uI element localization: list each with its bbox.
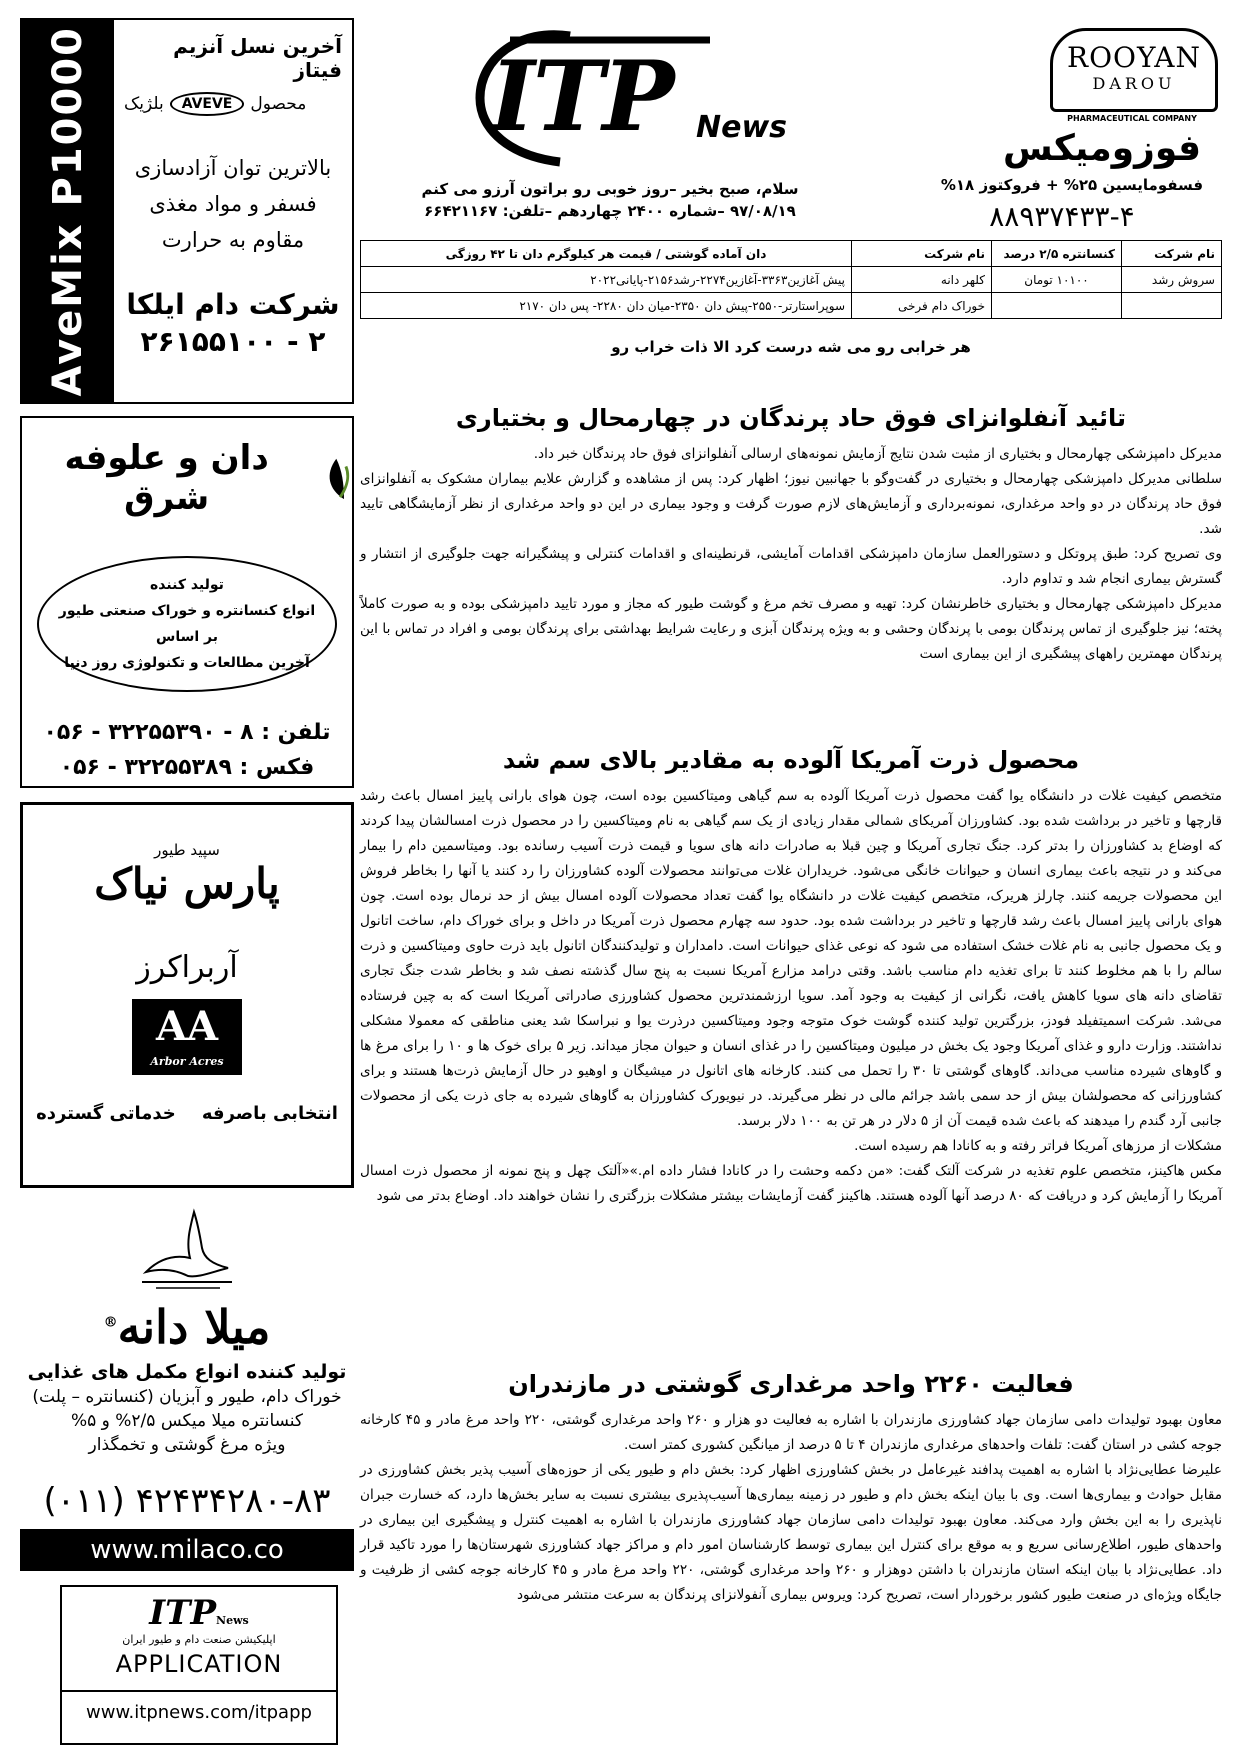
crane-bird-icon [132,1208,242,1298]
aveve-ad-body [114,20,352,402]
aveve-desc-3: مقاوم به حرارت [161,228,305,252]
article-paragraph: معاون بهبود تولیدات دامی سازمان جهاد کشاورزی مازندران با اشاره به فعالیت دو هزار و ۲۶۰ واحد مرغداری گوشتی، ۲۲۰ واحد مرغ مادر و ۴۵ کارخانه جوجه کشی در استان گفت: تلفات واحدهای مرغداری مازندران ۴ تا ۵ درصد از میانگین کشوری کمتر است. [360,1412,1222,1453]
mila-line-1: تولید کننده انواع مکمل های غذایی [27,1361,347,1383]
table-cell: سوپراستارتر-۲۵۵۰-پیش دان ۲۳۵۰-میان دان ۲۲۸۰- پس دان ۲۱۷۰ [361,293,852,319]
table-cell: پیش آغازین۳۳۶۳-آغازین۲۲۷۴-رشد۲۱۵۶-پایانی۲۰۲۲ [361,267,852,293]
table-row [361,293,1222,319]
article-paragraph: مدیرکل دامپزشکی چهارمحال و بختیاری از مثبت شدن نتایج آزمایش نمونه‌های ارسالی آنفلوانزای فوق حاد پرندگان خبر داد. [533,446,1222,462]
sharq-line-3: آخرین مطالعات و تکنولوژی روز دنیا [64,655,310,671]
rooyan-darou-logo [1050,28,1218,112]
darou-name: DAROU [1092,74,1176,93]
pars-taglines [23,1103,351,1124]
itp-news-logo [450,18,788,168]
sharq-producer: تولید کننده [150,577,224,593]
itp-app-logo-news: News [216,1614,249,1627]
aveve-phone: ۲۶۱۵۵۱۰۰ - ۲ [140,325,326,358]
itp-app-ad[interactable] [60,1585,338,1745]
sharq-line-2: بر اساس [156,629,218,645]
price-table-header [361,241,1222,267]
itp-app-label: APPLICATION [115,1650,283,1678]
article-avian-flu [360,404,1222,724]
mila-line-4: ویژه مرغ گوشتی و تخمگذار [88,1435,286,1455]
aveve-origin: بلژیک [124,94,164,114]
itp-app-sub: اپلیکیشن صنعت دام و طیور ایران [122,1633,276,1646]
mila-name: میلا دانه [117,1300,271,1354]
article-paragraph: علیرضا عطایی‌نژاد با اشاره به اهمیت پدافند غیرعامل در بخش کشاورزی اظهار کرد: بخش دام و طیور یکی از حوزه‌های آسیب پذیر بخش کشاورزی در مقابل حوادث و بیماری‌ها است. وی با بیان اینکه بخش دام و طیور در زمینه بیماری‌ها آسیب‌پذیری بیشتری نسبت به سایر بخش‌ها دارد، که خسارت جبران ناپذیری را به این بخش وارد می‌کند. معاون بهبود تولیدات دامی سازمان جهاد کشاورزی مازندران با اشاره به اهمیت کنترل و پیشگیری این بیماری در واحدهای طیور، اطلاع‌رسانی سریع و به موقع برای کنترل این بیماری توسط کارشناسان امور دام و مراکز جهاد کشاورزی شهرستان‌ها را مورد تاکید قرار داد. عطایی‌نژاد با بیان اینکه استان مازندران با داشتن دوهزار و ۲۶۰ واحد مرغداری گوشتی، ۲۲۰ واحد مرغ مادر و ۴۵ کارخانه جوجه کشی از ظرفیت و جایگاه ویژه‌ای در صنعت طیور کشور برخوردار است، تصریح کرد: ویروس بیماری آنفولانزای پرندگان به سرعت منتشر می‌شود [360,1462,1222,1603]
sharq-fax: فکس : ۳۲۲۵۵۳۸۹ - ۰۵۶ [59,755,315,780]
arbor-logo-letters: AA [155,1003,219,1050]
sharq-oval [37,556,337,692]
article-mazandaran [360,1370,1222,1608]
article-paragraph: مکس هاکینز، متخصص علوم تغذیه در شرکت آلتک گفت: «من دکمه وحشت را در کانادا فشار داده ام.»«آلتک چهل و پنج نمونه از محصول ذرت امسال آمریکا را آزمایش کرد و دریافت که ۸۰ درصد آنها آلوده هستند. هاکینز گفت آزمایشات بیشتر مشکلات بزرگتری را نشان خواهند داد. اوضاع بدتر می شود [360,1163,1222,1204]
table-cell: سروش رشد [1122,267,1222,293]
header-broiler-feed: دان آماده گوشتی / قیمت هر کیلوگرم دان تا ۴۲ روزگی [361,241,852,267]
mila-line-2: خوراک دام، طیور و آبزیان (کنسانتره – پلت) [32,1387,342,1407]
sidebar-ads [20,18,354,1745]
arbor-title: آربراکرز [136,950,238,985]
mila-url[interactable]: www.milaco.co [20,1529,354,1571]
itp-app-logo-text: ITP [149,1593,217,1633]
header-concentrate: کنسانتره ۲/۵ درصد [992,241,1122,267]
greeting: سلام، صبح بخیر –روز خوبی رو براتون آرزو می کنم [421,180,799,198]
notice-line: هر خرابی رو می شه درست کرد الا ذات خراب رو [611,338,971,356]
header-company-1: نام شرکت [1122,241,1222,267]
aveve-desc-2: فسفر و مواد مغذی [149,192,317,216]
issue-line: ۹۷/۰۸/۱۹ –شماره ۲۴۰۰ چهاردهم –تلفن: ۶۶۴۲۱۱۶۷ [424,202,796,220]
itp-logo-text: ITP [490,40,673,153]
aveve-strip-text: AveMix P10000 [45,25,91,397]
aveve-logo: AVEVE [170,92,245,116]
table-row [361,267,1222,293]
pars-sub: سپید طیور [154,841,220,859]
mila-dane-ad [20,1208,354,1571]
article-us-corn [360,746,1222,1356]
itp-app-logo [62,1593,336,1633]
arbor-acres-logo [132,999,242,1075]
sharq-ad [20,416,354,788]
table-cell: ۱۰۱۰۰ تومان [992,267,1122,293]
newspaper-header [360,18,1222,233]
sharq-line-1: انواع کنسانتره و خوراک صنعتی طیور [58,603,316,619]
itp-logo-news: News [696,110,788,145]
rooyan-name: ROOYAN [1066,41,1202,74]
wheat-leaf-icon [319,454,352,502]
aveve-ad [20,18,354,404]
pars-tag-right: انتخابی باصرفه [201,1103,338,1124]
mila-logo [20,1300,354,1354]
table-cell: کلهر دانه [852,267,992,293]
aveve-title: آخرین نسل آنزیم فیتاز [173,34,342,82]
aveve-description [124,150,342,258]
fozomix-formula: فسفومایسین ۲۵% + فروکتوز ۱۸% [940,176,1204,194]
mila-registered: ® [103,1314,118,1331]
rooyan-sub: PHARMACEUTICAL COMPANY [1067,114,1197,123]
mila-line-3: کنسانتره میلا میکس ۲/۵% و ۵% [70,1411,304,1431]
article-paragraph: مشکلات از مرزهای آمریکا فراتر رفته و به کانادا هم رسیده است. [854,1138,1222,1154]
pars-niak-ad [20,802,354,1188]
table-cell [992,293,1122,319]
article-paragraph: متخصص کیفیت غلات در دانشگاه یوا گفت محصول ذرت آمریکا آلوده به سم گیاهی ومیتاکسین بوده است، چون هوای بارانی پاییز امسال باعث رشد قارچها و تاخیر در برداشت شده بود. کشاورزان آمریکای شمالی مقدار زیادی از یک سم گیاهی به نام ومیتاکسین را در محصول ذرت امسالشان پیدا کردند که اوضاع بد کشاورزان را بدتر کرد. جنگ تجاری آمریکا و چین قبلا به صادرات دانه های سویا و قیمت ذرت آسیب رسانده بود. ومیتاسمین دام را بیمار می‌کند و در نتیجه باعث بیماری انسان و حیوانات خانگی می‌شود. خریداران غلات می‌توانند محصولات آلوده کشاورزان را رد کنند یا آنها را بخاطر فروش این محصولات جریمه کنند. چارلز هریرک، متخصص کیفیت غلات در دانشگاه یوا گفت تعداد محصولات آلوده امسال بیش از حد نرمال بوده است. چون هوای بارانی پاییز امسال باعث رشد قارچها و تاخیر در برداشت شده بود. حدود سه چهارم محصول ذرت آمریکا در داخل و برای خوراک دام، ساخت اتانول و یک محصول جانبی به نام غلات خشک استفاده می شود که نوعی غذای حیوانات است. دامداران و تولیدکنندگان اتانول باید ذرت حاوی ومیتاکسین و ذرت سالم را با هم مخلوط کنند تا برای تغذیه دام مناسب باشد. وقتی درامد مزارع آمریکا نسبت به پنج سال گذشته نصف شد و بخاطر شدت جنگ تجاری تقاضای دانه های سویا کاهش یافت، نگرانی از کیفیت به وجود آمد. سویا ارزشمندترین محصول کشاورزی صادراتی آمریکا است که به چین فرستاده می‌شد. شرکت اسمیتفیلد فودز، بزرگترین تولید کننده گوشت خوک متوجه وجود ومیتاکسین درذرت یوا و نبراسکا شد یعنی مناطقی که معمولا مشکلی نداشتند. وزارت دارو و غذای آمریکا وجود یک بخش در میلیون ومیتاکسین را در غذای انسان و حیوان مجاز میداند. زیر ۵ برای خوک ها و ۱۰ را برای مرغ ها و گاوهای شیرده مناسب می‌داند. گاوهای گوشتی تا ۳۰ را تحمل می کنند. کارخانه های اتانول در میشیگان و اوهیو در حال آزمایش ذرت‌ها هستند و برای کشاورزانی که محصولشان بیش از حد سمی باشد جرائم مالی در نظر می‌گیرند. در نیویورک کشاورزان به گاوهای شیرده به جای ذرت یکی از محصولات جانبی آرد گندم را میدهند که باعث شده قیمت آن از ۵ دلار در هر تن به ۱۰۰ دلار برسد. [360,788,1223,1129]
itp-app-url[interactable]: www.itpnews.com/itpapp [62,1690,336,1723]
mila-description [20,1360,354,1457]
article-paragraph: مدیرکل دامپزشکی چهارمحال و بختیاری خاطرنشان کرد: تهیه و مصرف تخم مرغ و گوشت طیور که مجاز و مورد تایید دامپزشکی بوده و به صورت کاملاً پخته؛ نیز جلوگیری از تماس پرندگان بومی با پرندگان وحشی و به ویژه پرندگان آبزی و رعایت شرایط بهداشتی برای پرندگان بومی و افراد در تماس با این پرندگان مهمترین راههای پیشگیری از این بیماری است [360,596,1222,662]
arbor-logo-sub: Arbor Acres [150,1055,224,1068]
header-company-2: نام شرکت [852,241,992,267]
issue-info [420,178,800,222]
aveve-product-line [124,92,342,116]
sharq-brand-name: دان و علوفه شرق [64,438,269,518]
aveve-company: شرکت دام ایلکا [126,288,340,321]
article-title: تائید آنفلوانزای فوق حاد پرندگان در چهارمحال و بختیاری [455,404,1127,432]
sharq-brand [22,438,352,518]
sharq-tel: تلفن : ۸ - ۳۲۲۵۵۳۹۰ - ۰۵۶ [43,720,331,745]
aveve-product-strip [22,20,114,402]
price-table [360,240,1222,319]
aveve-desc-1: بالاترین توان آزادسازی [134,156,332,180]
article-title: محصول ذرت آمریکا آلوده به مقادیر بالای سم شد [502,746,1080,774]
table-cell [1122,293,1222,319]
mila-phone: (۰۱۱) ۴۲۴۳۴۲۸۰-۸۳ [43,1481,331,1521]
article-paragraph: سلطانی مدیرکل دامپزشکی چهارمحال و بختیاری در گفت‌وگو با جهانبین نیوز؛ اظهار کرد: پس از مشاهده و گزارش علایم بیماران مشکوک به آنفلوانزای فوق حاد پرندگان در دو واحد مرغداری، نمونه‌برداری و آزمایش‌های لازم صورت گرفت و وجود بیماری در این دو واحد مرغداری از نظر آزمایشگاهی تایید شد. [360,471,1222,537]
articles [360,404,1222,1608]
table-cell: خوراک دام فرخی [852,293,992,319]
fozomix-title: فوزومیکس [1002,128,1202,169]
pars-name: پارس نیاک [94,859,280,908]
aveve-product-prefix: محصول [250,94,307,114]
article-paragraph: وی تصریح کرد: طبق پروتکل و دستورالعمل سازمان دامپزشکی اقدامات آمایشی، قرنطینه‌ای و اقدامات کنترلی و پیشگیرانه جهت جلوگیری از انتشار و گسترش بیماری انجام شد و تداوم دارد. [360,546,1222,587]
article-title: فعالیت ۲۲۶۰ واحد مرغداری گوشتی در مازندران [508,1370,1074,1398]
pars-tag-left: خدماتی گسترده [36,1103,176,1124]
fozomix-phone: ۸۸۹۳۷۴۳۳-۴ [989,200,1135,233]
